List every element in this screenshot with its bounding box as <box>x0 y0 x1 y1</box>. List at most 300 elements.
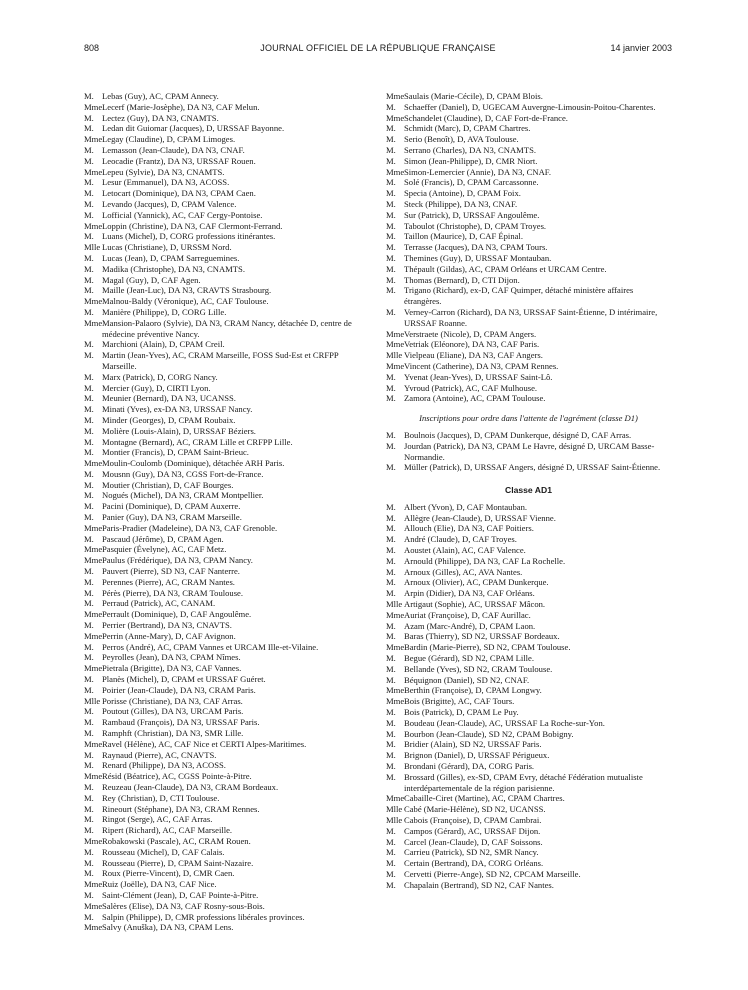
entry-text: Moulin-Coulomb (Dominique), détachée ARH Paris. <box>102 458 285 469</box>
entry-text: Bourbon (Jean-Claude), SD N2, CPAM Bobigny. <box>404 728 574 739</box>
list-item <box>84 512 369 523</box>
list-item <box>84 577 369 588</box>
honorific: M. <box>84 393 94 404</box>
entry-text: Raynaud (Pierre), AC, CNAVTS. <box>102 749 217 760</box>
issue-date: 14 janvier 2003 <box>610 43 672 53</box>
entry-text: Poutout (Gilles), DA N3, URCAM Paris. <box>102 706 244 717</box>
honorific: M. <box>84 371 94 382</box>
entry-text: Lesur (Emmanuel), DA N3, ACOSS. <box>102 177 230 188</box>
honorific: M. <box>386 577 396 588</box>
honorific: Mme <box>386 696 405 707</box>
honorific: M. <box>386 728 396 739</box>
honorific: M. <box>386 545 396 556</box>
list-item <box>84 253 369 264</box>
list-item <box>84 404 369 415</box>
entry-text: Ledan dit Guiomar (Jacques), D, URSSAF Bayonne. <box>102 123 285 134</box>
list-item <box>386 577 671 588</box>
list-item <box>386 329 671 340</box>
list-item <box>386 339 671 350</box>
list-item <box>386 664 671 675</box>
honorific: M. <box>84 155 94 166</box>
list-item <box>84 231 369 242</box>
entry-text: Pasquier (Évelyne), AC, CAF Metz. <box>102 544 227 555</box>
list-item <box>386 441 671 463</box>
entry-text: Legay (Claudine), D, CPAM Limoges. <box>102 134 236 145</box>
entry-text: Schandelet (Claudine), D, CAF Fort-de-France. <box>404 112 568 123</box>
entry-text: Lepeu (Sylvie), DA N3, CNAMTS. <box>102 166 225 177</box>
honorific: M. <box>386 523 396 534</box>
entry-text: Berthin (Françoise), D, CPAM Longwy. <box>404 685 542 696</box>
honorific: M. <box>84 425 94 436</box>
entry-text: Perrier (Bertrand), DA N3, CNAVTS. <box>102 620 232 631</box>
entry-text: Pascaud (Jérôme), D, CPAM Agen. <box>102 533 224 544</box>
list-item <box>84 652 369 663</box>
honorific: Mme <box>84 771 103 782</box>
entry-text: Cervetti (Pierre-Ange), SD N2, CPCAM Marseille. <box>404 868 581 879</box>
list-item <box>84 685 369 696</box>
entry-text: Saulais (Marie-Cécile), D, CPAM Blois. <box>404 91 543 101</box>
entry-text: Renard (Philippe), DA N3, ACOSS. <box>102 760 226 771</box>
honorific: Mlle <box>386 350 403 361</box>
list-item <box>84 523 369 534</box>
honorific: M. <box>386 512 396 523</box>
list-item <box>84 868 369 879</box>
page-header <box>84 43 672 57</box>
entry-text: Malnou-Baldy (Véronique), AC, CAF Toulouse. <box>102 296 269 307</box>
entry-text: Thépault (Gildas), AC, CPAM Orléans et URCAM Centre. <box>404 263 607 274</box>
list-item <box>84 102 369 113</box>
entry-text: Zamora (Antoine), AC, CPAM Toulouse. <box>404 393 546 404</box>
entry-text: Ramphft (Christian), DA N3, SMR Lille. <box>102 728 244 739</box>
honorific: M. <box>386 155 396 166</box>
list-item <box>386 156 671 167</box>
honorific: M. <box>386 188 396 199</box>
honorific: Mme <box>386 166 405 177</box>
section-d1-list <box>386 430 671 473</box>
honorific: M. <box>84 479 94 490</box>
list-item <box>84 350 369 372</box>
entry-text: Arnould (Philippe), DA N3, CAF La Rochelle. <box>404 555 566 566</box>
entry-text: Vetriak (Eléonore), DA N3, CAF Paris. <box>404 339 540 350</box>
honorific: M. <box>386 771 396 782</box>
entry-text: Saint-Clément (Jean), D, CAF Pointe-à-Pitre. <box>102 889 259 900</box>
list-item <box>84 285 369 296</box>
entry-text: Rousseau (Pierre), D, CPAM Saint-Nazaire. <box>102 857 254 868</box>
honorific: M. <box>386 123 396 134</box>
list-item <box>84 167 369 178</box>
list-item <box>84 739 369 750</box>
honorific: M. <box>84 436 94 447</box>
honorific: M. <box>84 620 94 631</box>
list-item <box>386 167 671 178</box>
honorific: M. <box>84 641 94 652</box>
honorific: M. <box>84 825 94 836</box>
list-item <box>84 588 369 599</box>
list-item <box>386 462 671 473</box>
right-column-list <box>386 91 671 404</box>
entry-text: Allègre (Jean-Claude), D, URSSAF Vienne. <box>404 512 556 523</box>
honorific: Mme <box>386 793 405 804</box>
entry-text: Rineourt (Stéphane), DA N3, CRAM Rennes. <box>102 803 260 814</box>
list-item <box>386 599 671 610</box>
list-item <box>84 372 369 383</box>
honorific: M. <box>386 739 396 750</box>
list-item <box>84 188 369 199</box>
honorific: M. <box>386 825 396 836</box>
entry-text: Yvroud (Patrick), AC, CAF Mulhouse. <box>404 382 538 393</box>
honorific: M. <box>84 188 94 199</box>
entry-text: Lecerf (Marie-Josèphe), DA N3, CAF Melun. <box>102 101 260 112</box>
honorific: M. <box>84 490 94 501</box>
entry-text: Maille (Jean-Luc), DA N3, CRAVTS Strasbourg. <box>102 285 272 296</box>
list-item <box>84 717 369 728</box>
honorific: M. <box>386 177 396 188</box>
entry-text: Jourdan (Patrick), DA N3, CPAM Le Havre, désigné D, URCAM Basse-Normandie. <box>404 440 655 462</box>
honorific: M. <box>386 134 396 145</box>
entry-text: Molière (Louis-Alain), D, URSSAF Béziers. <box>102 425 256 436</box>
honorific: Mme <box>84 738 103 749</box>
list-item <box>386 653 671 664</box>
entry-text: Bardin (Marie-Pierre), SD N2, CPAM Toulouse. <box>404 642 571 653</box>
list-item <box>386 545 671 556</box>
list-item <box>84 922 369 933</box>
honorific: M. <box>386 231 396 242</box>
list-item <box>386 242 671 253</box>
honorific: M. <box>386 382 396 393</box>
honorific: M. <box>84 533 94 544</box>
honorific: Mme <box>84 101 103 112</box>
list-item <box>84 814 369 825</box>
entry-text: Boudeau (Jean-Claude), AC, URSSAF La Roche-sur-Yon. <box>404 717 605 728</box>
list-item <box>84 771 369 782</box>
honorific: Mme <box>386 609 405 620</box>
entry-text: Lofficial (Yannick), AC, CAF Cergy-Pontoise. <box>102 209 263 220</box>
honorific: M. <box>84 652 94 663</box>
honorific: M. <box>84 382 94 393</box>
entry-text: Vincent (Catherine), DA N3, CPAM Rennes. <box>404 360 559 371</box>
honorific: M. <box>84 263 94 274</box>
entry-text: Pacini (Dominique), D, CPAM Auxerre. <box>102 501 241 512</box>
list-item <box>84 890 369 901</box>
honorific: Mme <box>84 522 103 533</box>
list-item <box>386 696 671 707</box>
honorific: M. <box>386 429 396 440</box>
honorific: Mme <box>84 663 103 674</box>
honorific: M. <box>84 889 94 900</box>
list-item <box>386 793 671 804</box>
list-item <box>84 134 369 145</box>
list-item <box>386 188 671 199</box>
honorific: M. <box>386 101 396 112</box>
list-item <box>84 825 369 836</box>
honorific: M. <box>386 707 396 718</box>
list-item <box>386 285 671 307</box>
honorific: Mme <box>84 544 103 555</box>
entry-text: Trigano (Richard), ex-D, CAF Quimper, détaché ministère affaires étrangères. <box>404 285 634 307</box>
list-item <box>386 275 671 286</box>
list-item <box>386 610 671 621</box>
entry-text: Perros (André), AC, CPAM Vannes et URCAM Ille-et-Vilaine. <box>102 641 319 652</box>
entry-text: Salvy (Anuška), DA N3, CPAM Lens. <box>102 922 234 933</box>
entry-text: Bois (Patrick), D, CPAM Le Puy. <box>404 707 519 718</box>
honorific: M. <box>386 274 396 285</box>
honorific: M. <box>386 198 396 209</box>
honorific: M. <box>84 846 94 857</box>
list-item <box>84 620 369 631</box>
honorific: M. <box>386 393 396 404</box>
entry-text: Ringot (Serge), AC, CAF Arras. <box>102 814 213 825</box>
entry-text: Madika (Christophe), DA N3, CNAMTS. <box>102 263 245 274</box>
entry-text: Brossard (Gilles), ex-SD, CPAM Evry, détaché Fédération mutualiste interdépartementale de la région parisienne. <box>404 771 643 793</box>
entry-text: Manière (Philippe), D, CORG Lille. <box>102 306 227 317</box>
list-item <box>84 469 369 480</box>
honorific: M. <box>386 588 396 599</box>
entry-text: Montagne (Bernard), AC, CRAM Lille et CRFPP Lille. <box>102 436 293 447</box>
honorific: M. <box>84 717 94 728</box>
list-item <box>84 858 369 869</box>
list-item <box>84 674 369 685</box>
list-item <box>386 880 671 891</box>
list-item <box>84 426 369 437</box>
entry-text: Cabé (Marie-Hélène), SD N2, UCANSS. <box>404 804 546 815</box>
entry-text: Terrasse (Jacques), DA N3, CPAM Tours. <box>404 242 548 253</box>
list-item <box>386 642 671 653</box>
honorific: M. <box>84 123 94 134</box>
honorific: M. <box>84 598 94 609</box>
list-item <box>84 437 369 448</box>
list-item <box>386 718 671 729</box>
entry-text: Porisse (Christiane), DA N3, CAF Arras. <box>102 695 243 706</box>
list-item <box>386 761 671 772</box>
list-item <box>386 707 671 718</box>
entry-text: Perennes (Pierre), AC, CRAM Nantes. <box>102 576 235 587</box>
entry-text: Arpin (Didier), DA N3, CAF Orléans. <box>404 588 535 599</box>
honorific: M. <box>84 728 94 739</box>
list-item <box>386 685 671 696</box>
entry-text: Bois (Brigitte), AC, CAF Tours. <box>404 696 515 707</box>
entry-text: Cabaille-Ciret (Martine), AC, CPAM Chartres. <box>404 793 565 804</box>
honorific: M. <box>386 566 396 577</box>
honorific: M. <box>84 91 94 101</box>
entry-text: Solé (Francis), D, CPAM Carcassonne. <box>404 177 539 188</box>
honorific: M. <box>84 447 94 458</box>
entry-text: Müller (Patrick), D, URSSAF Angers, désigné D, URSSAF Saint-Étienne. <box>404 462 661 473</box>
list-item <box>84 145 369 156</box>
honorific: M. <box>84 285 94 296</box>
honorific: M. <box>386 836 396 847</box>
entry-text: Aoustet (Alain), AC, CAF Valence. <box>404 545 526 556</box>
entry-text: Leocadie (Frantz), DA N3, URSSAF Rouen. <box>102 155 256 166</box>
honorific: M. <box>386 440 396 451</box>
list-item <box>386 383 671 394</box>
entry-text: Cabois (Françoise), D, CPAM Cambrai. <box>404 815 542 825</box>
journal-title: JOURNAL OFFICIEL DE LA RÉPUBLIQUE FRANÇAISE <box>260 43 496 53</box>
entry-text: Mercier (Guy), D, CIRTI Lyon. <box>102 382 211 393</box>
honorific: Mme <box>84 296 103 307</box>
entry-text: Nogués (Michel), DA N3, CRAM Montpellier. <box>102 490 264 501</box>
entry-text: Verstraete (Nicole), D, CPAM Angers. <box>404 328 537 339</box>
honorific: M. <box>84 857 94 868</box>
honorific: M. <box>386 717 396 728</box>
list-item <box>84 415 369 426</box>
entry-text: Panier (Guy), DA N3, CRAM Marseille. <box>102 512 242 523</box>
list-item <box>386 772 671 794</box>
list-item <box>84 458 369 469</box>
honorific: Mme <box>84 922 103 933</box>
entry-text: Pauvert (Pierre), SD N3, CAF Nanterre. <box>102 566 240 577</box>
section-heading-ad1: Classe AD1 <box>505 485 552 496</box>
entry-text: Levando (Jacques), D, CPAM Valence. <box>102 198 237 209</box>
honorific: Mme <box>84 166 103 177</box>
list-item <box>84 447 369 458</box>
list-item <box>386 556 671 567</box>
entry-text: Robakowski (Pascale), AC, CRAM Rouen. <box>102 835 251 846</box>
entry-text: Minati (Yves), ex-DA N3, URSSAF Nancy. <box>102 404 253 415</box>
honorific: M. <box>386 306 396 317</box>
list-item <box>386 729 671 740</box>
list-item <box>386 804 671 815</box>
entry-text: Sur (Patrick), D, URSSAF Angoulême. <box>404 209 540 220</box>
honorific: Mme <box>84 900 103 911</box>
list-item <box>386 858 671 869</box>
honorific: M. <box>84 112 94 123</box>
entry-text: Perrault (Dominique), D, CAF Angoulême. <box>102 609 252 620</box>
entry-text: Perrin (Anne-Mary), D, CAF Avignon. <box>102 630 236 641</box>
list-item <box>386 739 671 750</box>
list-item <box>84 912 369 923</box>
list-item <box>84 383 369 394</box>
list-item <box>386 113 671 124</box>
honorific: M. <box>386 663 396 674</box>
list-item <box>84 609 369 620</box>
list-item <box>386 102 671 113</box>
entry-text: Certain (Bertrand), DA, CORG Orléans. <box>404 858 544 869</box>
honorific: Mme <box>84 317 103 328</box>
list-item <box>386 145 671 156</box>
entry-text: Moutier (Christian), D, CAF Bourges. <box>102 479 234 490</box>
entry-text: Mousnn (Guy), DA N3, CGSS Fort-de-France. <box>102 468 264 479</box>
entry-text: Arnoux (Olivier), AC, CPAM Dunkerque. <box>404 577 549 588</box>
honorific: Mme <box>84 835 103 846</box>
honorific: Mme <box>386 685 405 696</box>
entry-text: Lucas (Christiane), D, URSSM Nord. <box>102 242 232 253</box>
list-item <box>386 621 671 632</box>
honorific: Mlle <box>386 804 403 815</box>
honorific: M. <box>84 198 94 209</box>
list-item <box>84 566 369 577</box>
list-item <box>84 242 369 253</box>
honorific: M. <box>84 231 94 242</box>
list-item <box>84 480 369 491</box>
entry-text: Peyrolles (Jean), DA N3, CPAM Nîmes. <box>102 652 241 663</box>
entry-text: Thomas (Bernard), D, CTI Dijon. <box>404 274 520 285</box>
entry-text: Salpin (Philippe), D, CMR professions libérales provinces. <box>102 911 305 922</box>
list-item <box>84 393 369 404</box>
honorific: M. <box>386 555 396 566</box>
list-item <box>386 177 671 188</box>
honorific: M. <box>386 209 396 220</box>
honorific: M. <box>386 501 396 512</box>
list-item <box>84 555 369 566</box>
entry-text: Pérès (Pierre), DA N3, CRAM Toulouse. <box>102 587 244 598</box>
entry-text: Marx (Patrick), D, CORG Nancy. <box>102 371 218 382</box>
honorific: M. <box>84 501 94 512</box>
entry-text: Ruiz (Joëlle), DA N3, CAF Nice. <box>102 879 217 890</box>
list-item <box>84 296 369 307</box>
honorific: Mme <box>386 328 405 339</box>
list-item <box>84 275 369 286</box>
list-item <box>84 91 369 102</box>
honorific: M. <box>386 858 396 869</box>
honorific: M. <box>84 684 94 695</box>
honorific: Mme <box>386 112 405 123</box>
entry-text: Reuzeau (Jean-Claude), DA N3, CRAM Bordeaux. <box>102 782 279 792</box>
list-item <box>386 231 671 242</box>
list-item <box>386 361 671 372</box>
list-item <box>84 804 369 815</box>
entry-text: Taillon (Maurice), D, CAF Épinal. <box>404 231 523 242</box>
entry-text: Verney-Carron (Richard), DA N3, URSSAF Saint-Étienne, D intérimaire, URSSAF Roanne. <box>404 306 658 328</box>
list-item <box>386 534 671 545</box>
entry-text: Schaeffer (Daniel), D, UGECAM Auvergne-Limousin-Poitou-Charentes. <box>404 101 656 112</box>
list-item <box>386 221 671 232</box>
honorific: M. <box>84 749 94 760</box>
honorific: Mme <box>386 339 405 350</box>
list-item <box>84 598 369 609</box>
entry-text: Poirier (Jean-Claude), DA N3, CRAM Paris. <box>102 684 256 695</box>
list-item <box>84 793 369 804</box>
honorific: M. <box>84 209 94 220</box>
honorific: M. <box>84 144 94 155</box>
list-item <box>84 210 369 221</box>
honorific: M. <box>386 263 396 274</box>
entry-text: Résid (Béatrice), AC, CGSS Pointe-à-Pitre. <box>102 771 252 782</box>
list-item <box>386 393 671 404</box>
honorific: M. <box>386 868 396 879</box>
entry-text: Luans (Michel), D, CORG professions itinérantes. <box>102 231 276 242</box>
entry-text: Carrieu (Patrick), SD N2, SMR Nancy. <box>404 847 539 858</box>
honorific: M. <box>386 750 396 761</box>
list-item <box>84 264 369 275</box>
honorific: M. <box>84 274 94 285</box>
honorific: Mme <box>84 555 103 566</box>
honorific: M. <box>386 371 396 382</box>
list-item <box>84 307 369 318</box>
list-item <box>84 199 369 210</box>
honorific: Mme <box>84 879 103 890</box>
list-item <box>386 847 671 858</box>
entry-text: Taboulot (Christophe), D, CPAM Troyes. <box>404 220 547 231</box>
entry-text: Auriat (Françoise), D, CAF Aurillac. <box>404 609 531 620</box>
honorific: M. <box>84 782 94 792</box>
entry-text: Azam (Marc-André), D, CPAM Laon. <box>404 620 536 631</box>
list-item <box>84 113 369 124</box>
honorific: M. <box>84 512 94 523</box>
honorific: M. <box>84 803 94 814</box>
honorific: M. <box>386 653 396 664</box>
entry-text: Salères (Elise), DA N3, CAF Rosny-sous-Bois. <box>102 900 265 911</box>
list-item <box>386 815 671 826</box>
entry-text: Pietrala (Brigitte), DA N3, CAF Vannes. <box>102 663 242 674</box>
list-item <box>84 534 369 545</box>
entry-text: Minder (Georges), D, CPAM Roubaix. <box>102 414 236 425</box>
honorific: M. <box>386 847 396 858</box>
honorific: M. <box>386 631 396 642</box>
entry-text: Lectez (Guy), DA N3, CNAMTS. <box>102 112 219 123</box>
honorific: M. <box>84 814 94 825</box>
list-item <box>84 750 369 761</box>
entry-text: Bridier (Alain), SD N2, URSSAF Paris. <box>404 739 542 750</box>
